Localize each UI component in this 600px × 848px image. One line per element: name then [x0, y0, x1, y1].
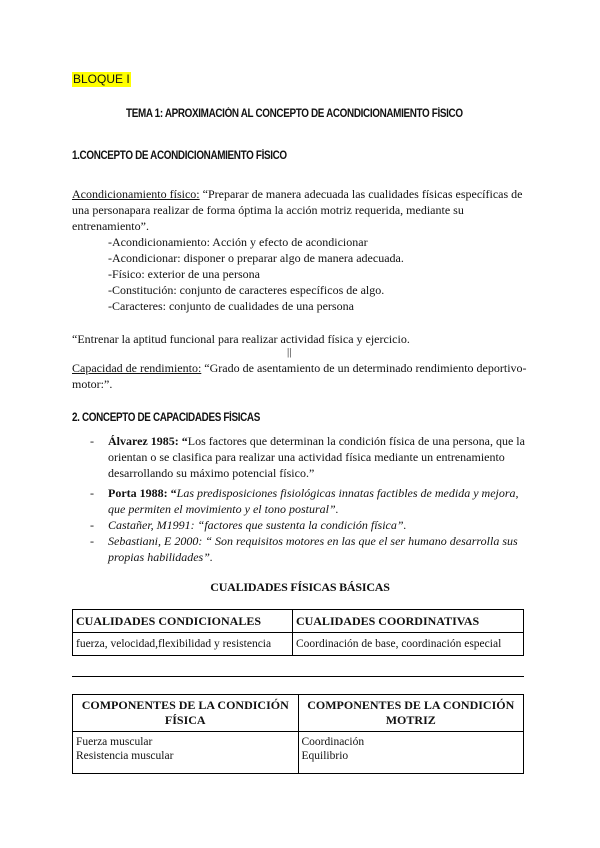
componentes-table	[72, 694, 524, 774]
acondicionamiento-definition: “Preparar de manera adecuada las cualidades físicas específicas de una personapara realizar de forma óptima la acción motriz requerida, mediante su entrenamiento”.	[72, 187, 523, 233]
cell-line: Equilibrio	[301, 750, 349, 762]
bullet-castaner	[90, 517, 530, 533]
bullet-dash: -	[90, 486, 94, 500]
bullet-dash: -	[90, 534, 94, 548]
capacidad-paragraph	[72, 360, 532, 392]
list-item: -Caracteres: conjunto de cualidades de una persona	[108, 299, 354, 313]
equivalence-mark: ||	[287, 346, 292, 358]
table-cell: fuerza, velocidad,flexibilidad y resistencia	[73, 633, 293, 656]
table-cell: Coordinación de base, coordinación especial	[292, 633, 523, 656]
tema-title: TEMA 1: APROXIMACIÓN AL CONCEPTO DE ACONDICIONAMIENTO FÍSICO	[126, 108, 463, 120]
table-cell	[298, 732, 524, 774]
capacidad-definition: “Grado de asentamiento de un determinado rendimiento deportivo- motor:”.	[72, 361, 527, 391]
cell-line: Resistencia muscular	[76, 750, 174, 762]
bullet-quote-open: “	[178, 434, 188, 448]
bullet-text: Los factores que determinan la condición física de una persona, que la orientan o se clasifica para realizar una actividad física mediante un entrenamiento desarrollando su máximo potencial físico.”	[108, 434, 525, 480]
bullet-quote-open: “	[167, 486, 177, 500]
section1-heading: 1.CONCEPTO DE ACONDICIONAMIENTO FÍSICO	[72, 150, 287, 162]
bullet-dash: -	[90, 518, 94, 532]
bullet-author: Porta 1988:	[108, 486, 168, 500]
table-row	[73, 732, 524, 774]
table-header: COMPONENTES DE LA CONDICIÓN FÍSICA	[73, 695, 299, 732]
cell-line: Coordinación	[301, 736, 365, 748]
cell-line: Fuerza muscular	[76, 736, 153, 748]
acondicionamiento-paragraph	[72, 186, 532, 234]
table-cell	[73, 732, 299, 774]
table-header: COMPONENTES DE LA CONDICIÓN MOTRIZ	[298, 695, 524, 732]
table-header: CUALIDADES COORDINATIVAS	[292, 610, 523, 633]
bullet-alvarez	[90, 433, 530, 481]
list-item: -Constitución: conjunto de caracteres específicos de algo.	[108, 283, 385, 297]
list-item: -Físico: exterior de una persona	[108, 267, 260, 281]
bloque-label: BLOQUE I	[73, 72, 130, 86]
bullet-text: Castañer, M1991: “factores que sustenta la condición física”.	[108, 518, 407, 532]
bullet-porta	[90, 485, 530, 517]
bullet-sebastiani	[90, 533, 530, 565]
cualidades-title: CUALIDADES FÍSICAS BÁSICAS	[210, 580, 390, 594]
table-header-row	[73, 610, 524, 633]
section2-heading: 2. CONCEPTO DE CAPACIDADES FÍSICAS	[72, 412, 260, 424]
capacidad-term: Capacidad de rendimiento:	[72, 361, 202, 375]
bullet-text: Las predisposiciones fisiológicas innatas factibles de medida y mejora, que permiten el movimiento y el tono postural”.	[108, 486, 519, 516]
bullet-dash: -	[90, 434, 94, 448]
table-header-row	[73, 695, 524, 732]
list-item: -Acondicionamiento: Acción y efecto de acondicionar	[108, 235, 368, 249]
entrenar-quote: “Entrenar la aptitud funcional para realizar actividad física y ejercicio.	[72, 332, 410, 346]
bullet-author: Álvarez 1985:	[108, 434, 179, 448]
horizontal-divider	[72, 676, 524, 677]
bullet-text: Sebastiani, E 2000: “ Son requisitos motores en las que el ser humano desarrolla sus propias habilidades”.	[108, 534, 518, 564]
list-item: -Acondicionar: disponer o preparar algo de manera adecuada.	[108, 251, 404, 265]
definitions-list	[108, 234, 404, 314]
table-header: CUALIDADES CONDICIONALES	[73, 610, 293, 633]
acondicionamiento-term: Acondicionamiento físico:	[72, 187, 200, 201]
table-row	[73, 633, 524, 656]
cualidades-table	[72, 609, 524, 656]
